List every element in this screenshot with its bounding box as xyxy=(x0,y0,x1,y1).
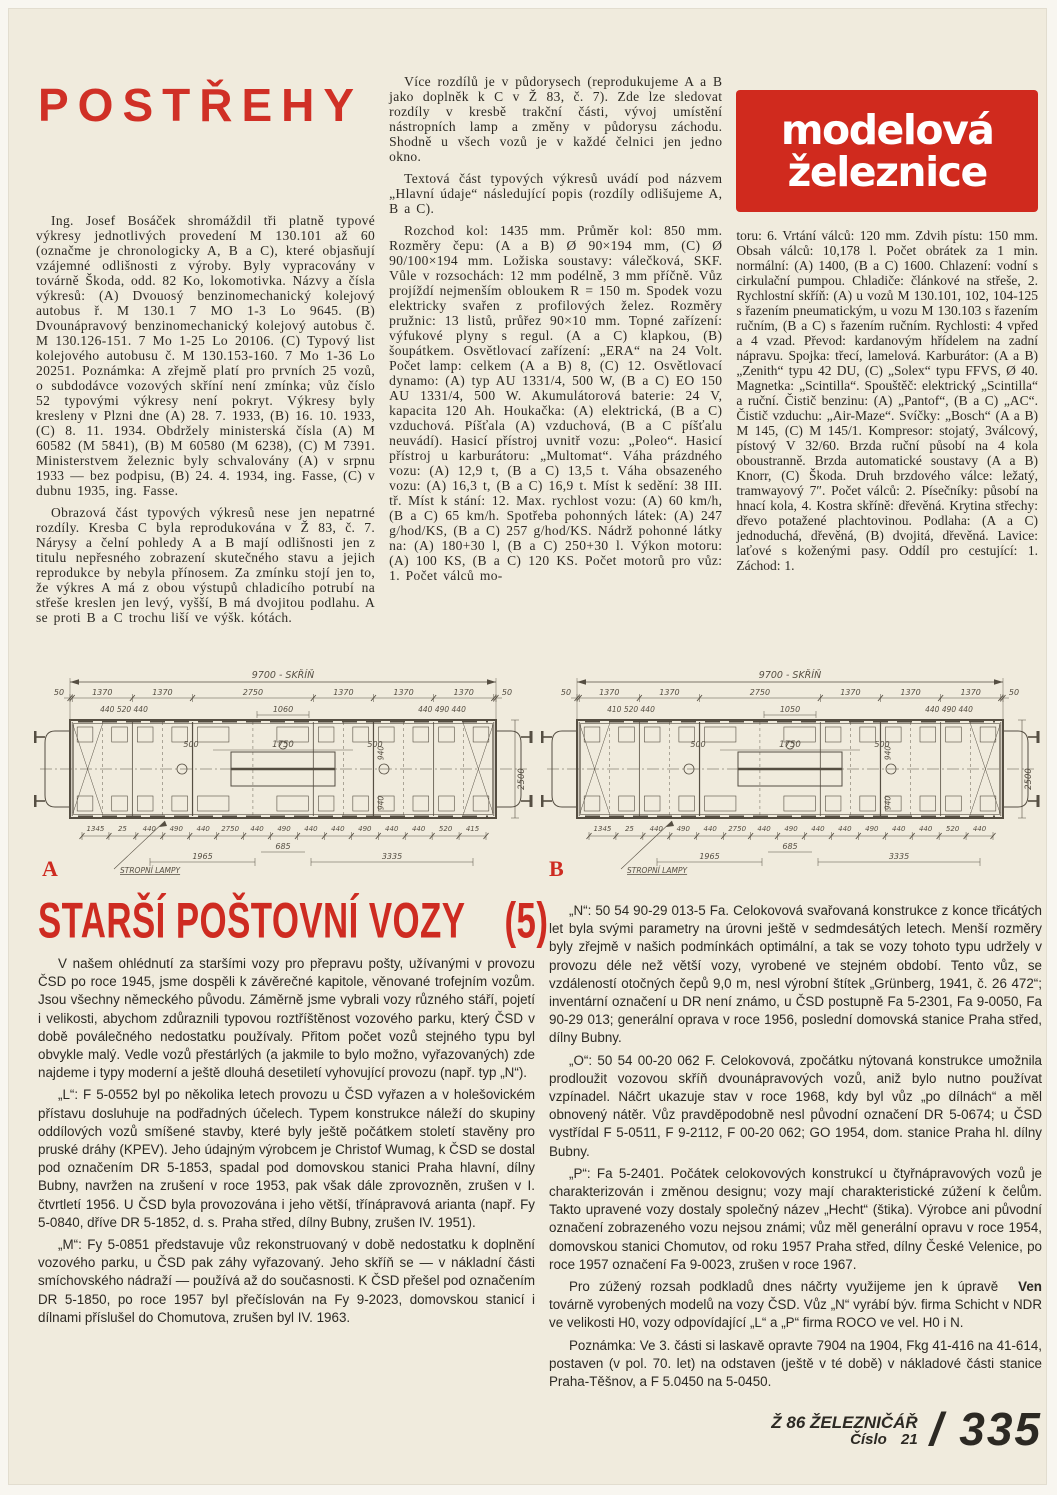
paragraph: Ing. Josef Bosáček shromáždil tři platně typové výkresy jednotlivých provedení M 130.101 až 60 (označme je chronologicky A, B a C), které objasňují vzájemné odlišnosti z výroby. Byly vypracovány v továrně Škoda, odd. 82 Ko, lokomotivka. Názvy a čísla výkresů: (A) Dvouosý benzinomechanický kolejový autobus ř. M 130.1 7 MO 1-3 Lo 9645. (B) Dvounápravový benzinomechanický kolejový autobus č. M 130.126-151. 7 Mo 1-25 Lo 20106. (C) Typový list kolejového autobusu č. M 130.153-160. 7 Mo 1-36 Lo 20251. Poznámka: A zřejmě platí pro prvních 25 vozů, o subdodávce vozových skříní není zmínka; vůz číslo 52 typovými výkresy není pokryt. Výkresy byly kresleny v Plzni dne (A) 28. 7. 1933, (B) 16. 10. 1933, (C) 8. 11. 1934. Obdržely ministerská čísla (A) M 60582 (M 5841), (B) M 60580 (M 6238), (C) M 7391. Ministerstvem železnic byly schvalovány (A) v srpnu 1933 — bez podpisu, (B) 24. 4. 1934, ing. Fasse, (C) v dubnu 1935, ing. Fasse. xyxy=(36,212,376,498)
svg-text:2750: 2750 xyxy=(728,825,747,833)
svg-text:1370: 1370 xyxy=(453,688,474,697)
svg-text:500: 500 xyxy=(183,740,199,749)
svg-text:490: 490 xyxy=(676,825,690,833)
svg-text:2750: 2750 xyxy=(221,825,240,833)
svg-text:490: 490 xyxy=(277,825,291,833)
svg-text:3335: 3335 xyxy=(381,852,403,861)
svg-text:440: 440 xyxy=(411,825,426,833)
svg-text:2750: 2750 xyxy=(242,688,264,697)
paragraph: „O“: 50 54 00-20 062 F. Celokovová, zpočátku nýtovaná konstrukce umožnila prodloužit vozovou skříň dvounápravových vozů, aniž bylo nutno používat vzpínadel. Náčrt ukazuje stav v roce 1968, kdy byl vůz „po dílnách“ a měl obnovený nátěr. Vůz pravděpodobně nesl původní označení DR 5-0674; u ČSD vystřídal F 5-0511, F 9-2112, F 00-20 062; GO 1954, dom. stanice Praha hl. dílny Bubny. xyxy=(549,1052,1042,1159)
paragraph: „L“: F 5-0552 byl po několika letech provozu u ČSD vyřazen a v holešovickém přístavu dosluhuje na podřadných účelech. Typem konstrukce náleží do skupiny oddílových vozů smíšené stavby, které byly ještě počátkem století stavěny pro pruské dráhy (KPEV). Jeho údajným výrobcem je Christof Wumag, k ČSD se dostal pod označením DR 5-1853, spadal pod domovskou stanici Praha hlavní, dílny Bubny, navržen na zrušení v roce 1953, pak však dále zprovozněn, zrušen v I. čtvrtletí 1956. U ČSD byla provozována i jeho větší, třínápravová arianta (např. Fy 5-0840, dříve DR 5-1852, d. s. Praha střed, dílny Bubny, zrušen IV. 1951). xyxy=(38,1087,535,1230)
svg-text:STROPNÍ LAMPY: STROPNÍ LAMPY xyxy=(627,866,688,875)
paragraph: V našem ohlédnutí za staršími vozy pro přepravu pošty, užívanými v provozu ČSD po roce 1945, jsme dospěli k závěrečné kapitole, věnované trofejním vozům. Jsou všechny německého původu. Záměrně jsme vybrali vozy různého stáří, pojetí i velikosti, abychom zdůraznili typovou roztříštěnost vozového parku, který ČSD v době poválečného nedostatku používaly. Přitom počet vozů stejného typu byl obvykle malý. Vedle vozů přestárlých (a jakmile to bylo možno, vyřazovaných) zde najdeme i typy moderní a ještě dlouhá desetiletí vyhovující provozu (např. typ „N“). xyxy=(38,956,535,1081)
paragraph: toru: 6. Vrtání válců: 120 mm. Zdvih pístu: 150 mm. Obsah válců: 10,178 l. Počet obrátek za 1 min. normální: (A) 1400, (B a C) 1600. Chlazení: vodní s cirkulační pumpou. Chladiče: článkové na střeše, 2. Rychlostní skříň: (A) u vozů M 130.101, 102, 104-125 s řazením pneumatickým, u vozu M 130.103 s řazením ručním, (B a C) s řazením ručním. Rychlosti: 4 vpřed a 4 vzad. Převod: kardanovým hřídelem na zadní nápravu. Spojka: třecí, lamelová. Karburátor: (A a B) „Zenith“ typu 42 DU, (C) „Solex“ typu FFVS, Ø 40. Magnetka: „Scintilla“. Spouštěč: elektrický „Scintilla“ a ruční. Čistič benzinu: (A) „Pantof“, (B a C) „AC“. Čistič vzduchu: „Air-Maze“. Svíčky: „Bosch“ (A a B) M 145, (C) M 145/1. Kompresor: stojatý, 3válcový, pístový V 32/60. Brzda ruční působí na 4 kola oboustranně. Brzda automatické soustavy (A a B) Knorr, (C) Škoda. Druh brzdového válce: ležatý, tramwayový 7″. Počet válců: 2. Písečníky: působí na hnací kola, 4. Kostra skříně: dřevěná. Krytina střechy: dřevo potažené plachtovinou. Podlaha: (A a C) jednoduchá, dřevěná, (B) dvojitá, dřevěná. Lavice: laťové s koženými pasy. Oddíl pro cestující: 1. Záchod: 1. xyxy=(736,228,1038,573)
svg-text:440 490 440: 440 490 440 xyxy=(925,705,973,714)
svg-text:1050: 1050 xyxy=(779,705,801,714)
svg-text:1370: 1370 xyxy=(900,688,921,697)
journal-name: Ž 86 ŽELEZNIČÁŘ xyxy=(771,1413,918,1433)
floorplan-diagram-b xyxy=(541,668,1040,882)
svg-text:1750: 1750 xyxy=(272,740,294,750)
svg-text:1345: 1345 xyxy=(86,825,105,833)
svg-text:440 520 440: 440 520 440 xyxy=(100,705,148,714)
svg-text:1965: 1965 xyxy=(192,852,213,861)
svg-text:25: 25 xyxy=(624,825,634,833)
svg-text:685: 685 xyxy=(275,842,291,851)
svg-text:440: 440 xyxy=(972,825,987,833)
article-column-2 xyxy=(389,66,722,668)
svg-text:1345: 1345 xyxy=(593,825,612,833)
section-heading-text: STARŠÍ POŠTOVNÍ VOZY xyxy=(38,892,466,949)
paragraph: „N“: 50 54 90-29 013-5 Fa. Celokovová svařovaná konstrukce z konce třicátých let byla svými parametry na úrovni ještě v sedmdesátých letech. Menší rozměry byly zřejmě v našich podmínkách optimální, a tak se vozy tohoto typu udržely v provozu déle než větší vozy, vyrobené ve stejném období. Tento vůz, se vzdáleností otočných čepů 9,0 m, nesl výrobní štítek „Grünberg, 1941, č. 26 472“; inventární označení u DR není známo, u ČSD postupně Fa 5-2301, Fa 9-0050, Fa 90-29 013; generální oprava v roce 1956, poslední domovská stanice Praha střed, dílny Bubny. xyxy=(549,903,1042,1046)
svg-text:440 490 440: 440 490 440 xyxy=(418,705,466,714)
svg-text:490: 490 xyxy=(358,825,372,833)
svg-text:1750: 1750 xyxy=(779,740,801,750)
svg-text:1370: 1370 xyxy=(92,688,113,697)
svg-text:520: 520 xyxy=(945,825,960,833)
bottom-column-1 xyxy=(38,892,549,1331)
svg-text:440: 440 xyxy=(250,825,264,833)
paragraph: Více rozdílů je v půdorysech (reprodukujeme A a B jako doplněk k C v Ž 83, č. 7). Zde lze sledovat rozdíly v kresbě trakční části, vývoj umístění nástropních lamp a změny v půdorysu záchodu. Shodně u všech vozů je v každé čelnici jen jedno okno. xyxy=(389,74,723,164)
svg-text:1370: 1370 xyxy=(152,688,173,697)
svg-text:500: 500 xyxy=(367,740,383,749)
svg-text:500: 500 xyxy=(690,740,706,749)
svg-text:1370: 1370 xyxy=(333,688,354,697)
article-column-3 xyxy=(736,66,1038,668)
svg-text:490: 490 xyxy=(784,825,798,833)
svg-text:940: 940 xyxy=(883,795,893,811)
svg-text:440: 440 xyxy=(838,825,852,833)
paragraph: Rozchod kol: 1435 mm. Průměr kol: 850 mm. Rozměry čepu: (A a B) Ø 90×194 mm, (C) Ø 90/100×194 mm. Ložiska soustavy: válečková, SKF. Vůle v rozsochách: 12 mm podélně, 3 mm příčně. Vůz projíždí nejmenším obloukem R = 150 m. Spodek vozu elektricky svařen z profilových želez. Rozměry pružnic: 13 listů, průřez 90×10 mm. Topné zařízení: výfukové plyny s regul. (A a C) klapkou, (B) šoupátkem. Osvětlovací zařízení: „ERA“ na 24 Volt. Počet lamp: celkem (A a B) 8, (C) 12. Osvětlovací dynamo: (A) typ AU 1331/4, 500 W, (B a C) EO 150 AU 1331/4, 500 W. Akumulátorová baterie: 24 V, kapacita 120 Ah. Houkačka: (A) elektrická, (B a C) vzduchová. Píšťala (A) vzduchová, (B a C píšťalu neuvádí). Hasicí přístroj uvnitř vozu: „Poleo“. Hasicí přístroj u karburátoru: „Multomat“. Váha prázdného vozu: (A) 12,9 t, (B a C) 13,5 t. Váha obsazeného vozu: (A) 16,3 t, (B a C) 16,9 t. Míst k sedění: 38 III. tř. Míst k stání: 12. Max. rychlost vozu: (A) 60 km/h, (B a C) 65 km/h. Spotřeba pohonných látek: (A) 247 g/hod/KS, (B a C) 257 g/hod/KS. Nádrž pohonné látky na: (A) 180+30 l, (B a C) 250+30 l. Výkon motoru: (A) 100 KS, (B a C) 120 KS. Počet motorů pro vůz: 1. Počet válců mo- xyxy=(389,223,723,583)
svg-text:440: 440 xyxy=(892,825,906,833)
issue-number: Číslo 21 xyxy=(850,1431,918,1449)
svg-text:490: 490 xyxy=(865,825,879,833)
svg-text:1965: 1965 xyxy=(699,852,720,861)
slash: / xyxy=(929,1403,945,1456)
svg-text:415: 415 xyxy=(465,825,480,833)
svg-text:50: 50 xyxy=(560,688,572,697)
paragraph: Obrazová část typových výkresů nese jen nepatrné rozdíly. Kresba C byla reprodukována v Ž 83, č. 7. Nárysy a čelní pohledy A a B mají odlišnosti jen z titulu nepřesného zobrazení skutečného stavu a jejich reprodukce by nebyla přínosem. Za zmínku stojí jen to, že výkres A má z obou výstupů chladicího potrubí na střeše kreslen jen levý, vyšší, B má dvojitou podlahu. A se proti B a C trochu liší ve výšk. kótách. xyxy=(36,504,376,625)
paragraph-with-signature xyxy=(549,1278,1042,1333)
svg-text:2500: 2500 xyxy=(1024,768,1034,790)
svg-text:1060: 1060 xyxy=(272,705,294,714)
svg-text:A: A xyxy=(42,856,58,881)
svg-text:1370: 1370 xyxy=(599,688,620,697)
svg-text:440: 440 xyxy=(304,825,318,833)
paragraph: „M“: Fy 5-0851 představuje vůz rekonstruovaný v době nedostatku k doplnění vozového parku, u ČSD pak záhy vyřazovaný. Jeho skříň se — v nákladní části smíchovského nádraží — používá až do současnosti. K ČSD přešel pod označením DR 5-1850, po roce 1957 byl přečíslován na Fy 9-2023, domovskou stanicí i dílnami příslušel do Chomutova, zrušen byl IV. 1963. xyxy=(38,1237,535,1325)
svg-text:50: 50 xyxy=(501,688,513,697)
svg-text:440: 440 xyxy=(811,825,825,833)
technical-drawings xyxy=(34,668,1040,884)
svg-text:50: 50 xyxy=(1008,688,1020,697)
svg-text:685: 685 xyxy=(782,842,798,851)
svg-text:440: 440 xyxy=(142,825,157,833)
magazine-page xyxy=(8,8,1047,1485)
svg-text:440: 440 xyxy=(649,825,664,833)
logo-line-2: železnice xyxy=(787,148,987,196)
svg-text:440: 440 xyxy=(918,825,933,833)
svg-text:STROPNÍ LAMPY: STROPNÍ LAMPY xyxy=(120,866,181,875)
svg-text:500: 500 xyxy=(874,740,890,749)
svg-text:440: 440 xyxy=(385,825,399,833)
svg-text:2750: 2750 xyxy=(749,688,771,697)
svg-text:1370: 1370 xyxy=(393,688,414,697)
svg-text:490: 490 xyxy=(169,825,183,833)
floorplan-diagram-a xyxy=(34,668,533,882)
bottom-column-2 xyxy=(549,902,1042,1456)
svg-text:940: 940 xyxy=(376,795,386,811)
svg-text:2500: 2500 xyxy=(517,768,527,790)
page-number-block xyxy=(929,1403,1042,1456)
svg-text:9700 - SKŘÍŇ: 9700 - SKŘÍŇ xyxy=(251,670,315,681)
paragraph: Textová část typových výkresů uvádí pod názvem „Hlavní údaje“ následující popis (rozdíly odlišujeme A, B a C). xyxy=(389,171,723,216)
svg-text:3335: 3335 xyxy=(888,852,910,861)
modelova-zeleznice-logo xyxy=(736,90,1038,212)
svg-text:9700 - SKŘÍŇ: 9700 - SKŘÍŇ xyxy=(758,670,822,681)
svg-text:1370: 1370 xyxy=(960,688,981,697)
svg-text:440: 440 xyxy=(757,825,771,833)
svg-text:440: 440 xyxy=(196,825,210,833)
svg-text:940: 940 xyxy=(376,745,386,761)
top-article xyxy=(36,66,1038,668)
svg-text:940: 940 xyxy=(883,745,893,761)
svg-text:440: 440 xyxy=(331,825,345,833)
svg-text:25: 25 xyxy=(117,825,127,833)
svg-text:1370: 1370 xyxy=(659,688,680,697)
svg-text:1370: 1370 xyxy=(840,688,861,697)
journal-issue-block xyxy=(771,1413,917,1449)
svg-text:520: 520 xyxy=(438,825,453,833)
svg-text:410 520 440: 410 520 440 xyxy=(607,705,655,714)
paragraph: Poznámka: Ve 3. části si laskavě opravte 7904 na 1904, Fkg 41-416 na 41-614, postaven (v pol. 70. let) na odstaven (ještě v té době) v nákladové části stanice Praha-Těšnov, a F 5.0450 na 5-0450. xyxy=(549,1337,1042,1390)
article-title: POSTŘEHY xyxy=(38,79,364,131)
svg-text:B: B xyxy=(549,856,564,881)
page-footer xyxy=(549,1403,1042,1456)
article-column-1 xyxy=(36,66,375,668)
paragraph: Pro zúžený rozsah podkladů dnes náčrty využijeme jen k úpravě továrně vyrobených modelů na vozy ČSD. Vůz „N“ vyrábí býv. firma Schicht v NDR ve velikosti H0, vozy odpovídající „L“ a „P“ firma ROCO ve vel. H0 i N. xyxy=(549,1279,1042,1331)
page-number: 335 xyxy=(959,1403,1042,1456)
svg-text:440: 440 xyxy=(703,825,717,833)
section-heading-number: (5) xyxy=(504,892,549,949)
logo-line-1: modelová xyxy=(780,106,994,154)
svg-text:50: 50 xyxy=(53,688,65,697)
author-signature: Ven xyxy=(1018,1279,1042,1295)
section-heading xyxy=(38,892,549,949)
paragraph: „P“: Fa 5-2401. Počátek celokovových konstrukcí u čtyřnápravových vozů je charakterizován i změnou designu; vozy mají charakteristické zúžení k čelům. Takto upravené vozy dostaly společný název „Hecht“ (štika). Výrobce ani původní označení zobrazeného vozu nejsou známi; vůz měl generální opravu v roce 1954, domovskou stanici Chomutov, od roku 1957 Praha střed, dílny České Velenice, po roce 1957 označení Fa 9-0023, zrušen v roce 1967. xyxy=(549,1165,1042,1272)
